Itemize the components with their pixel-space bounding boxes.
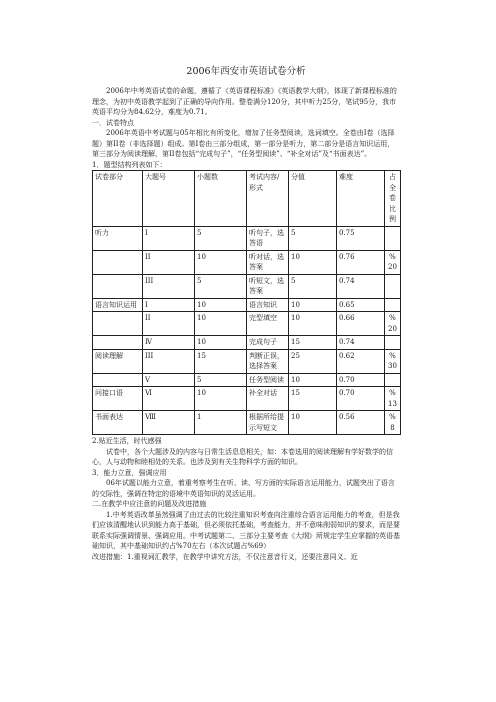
table-cell: 10 [289,312,337,336]
table-cell [93,312,143,336]
item-1-heading: 1．题型结构列表如下： [92,160,167,169]
document-body [92,66,400,562]
table-cell: %13 [385,387,401,411]
table-cell: 10 [195,312,247,336]
table-cell: 0.65 [337,298,385,312]
table-cell: 15 [195,349,247,373]
item-2-heading: 2.贴近生活，时代感强 [92,437,162,445]
table-cell: Ⅷ [143,411,195,435]
table-cell: 15 [289,336,337,350]
table-cell: 1 [195,411,247,435]
table-cell: Ⅳ [143,336,195,350]
table-cell: 0.70 [337,387,385,411]
table-cell: II [143,250,195,274]
table-cell: 完成句子 [247,336,289,350]
table-cell: 10 [289,298,337,312]
table-cell: III [143,349,195,373]
table-row [93,274,401,298]
table-cell: 10 [195,387,247,411]
section-1-paragraph: 2006年英语中考试题与05年相比有所变化，增加了任务型阅读，选词填空。全卷由I卷（选择题）第II卷（非选择题）组成。第I卷由三部分组成，第一部分是听力，第二部分是语言知识运用，第三部分为阅读理解，第II卷包括“完成句子”，“任务型阅读”、“补全对话”及“书面表达”。 [92,129,395,158]
table-cell: 0.62 [337,349,385,373]
header-cell: 大题号 [143,171,195,227]
table-cell: I [143,226,195,250]
table-cell: 10 [195,298,247,312]
table-cell: 完型填空 [247,312,289,336]
section-2-paragraph-2: 改进措施：1.重视词汇教学，在教学中讲究方法，不仅注意音行义，还要注意同义、近 [92,552,358,561]
table-row [93,336,401,350]
table-cell: 语言知识 [247,298,289,312]
table-cell [385,298,401,312]
table-cell: 听短文，选答案 [247,274,289,298]
page-title: 2006年西安市英语试卷分析 [186,66,306,77]
table-cell: 5 [289,274,337,298]
section-1-heading: 一．试卷特点 [92,118,134,127]
table-cell: 0.70 [337,373,385,387]
table-cell: %30 [385,349,401,373]
table-cell: III [143,274,195,298]
table-row [93,226,401,250]
intro-paragraph: 2006年中考英语试卷的命题，遵循了《英语课程标准》《英语教学大纲》，体现了新课程标准的理念，为初中英语教学起到了正确的导向作用。整卷满分120分，其中听力25分，笔试95分，我市英语平均分为84.62分，难度为0.71。 [92,87,397,116]
table-cell [93,336,143,350]
table-cell [385,373,401,387]
table-cell: 判断正误，选择答案 [247,349,289,373]
header-cell: 分值 [289,171,337,227]
section-2-paragraph-1: 1.中考英语改革虽然强调了由过去的比较注重知识考查向注重综合语言运用能力的考查，但是我们应该清醒地认识到能力高于基础，但必须依托基础，考查能力，并不意味削弱知识的要求，而是要联系实际强调情景、强调应用。中考试题第二、三部分主要考查《大纲》所规定学生应掌握的英语基础知识，其中基础知识约占%70左右（本次试题占%69） [92,510,400,550]
table-cell: 5 [195,226,247,250]
table-cell: 10 [195,336,247,350]
table-cell: 听力 [93,226,143,250]
table-cell: Ⅴ [143,373,195,387]
table-row [93,312,401,336]
exam-structure-table [92,170,401,435]
table-cell: 阅读理解 [93,349,143,373]
table-cell: 25 [289,349,337,373]
table-cell: 10 [289,373,337,387]
table-cell [385,336,401,350]
table-cell: 任务型阅读 [247,373,289,387]
table-cell: 0.75 [337,226,385,250]
table-cell [93,274,143,298]
table-cell: II [143,312,195,336]
item-3-heading: 3．能力立意，强调应用 [92,468,167,477]
table-cell: 根据所给提示写短文 [247,411,289,435]
table-row [93,349,401,373]
table-cell: %8 [385,411,401,435]
table-cell: 5 [289,226,337,250]
table-row [93,411,401,435]
table-cell [385,226,401,250]
table-cell [93,373,143,387]
table-cell: 语言知识运用 [93,298,143,312]
item-3-paragraph: 06年试题以能力立意，着重考察考生在听、读、写方面的实际语言运用能力，试题突出了语言的交际性，强调在特定的语境中英语知识的灵活运用。 [92,479,395,498]
table-cell: 0.74 [337,336,385,350]
table-row [93,387,401,411]
table-cell: 10 [289,250,337,274]
table-cell: 补全对话 [247,387,289,411]
table-cell: 听句子，选答语 [247,226,289,250]
table-row [93,373,401,387]
table-cell: 10 [195,250,247,274]
header-cell: 小题数 [195,171,247,227]
table-cell: Ⅵ [143,387,195,411]
table-cell [385,274,401,298]
table-cell: 书面表达 [93,411,143,435]
table-cell: 10 [289,411,337,435]
table-row [93,298,401,312]
table-cell [93,250,143,274]
table-cell: %20 [385,250,401,274]
table-cell: 0.56 [337,411,385,435]
item-2-paragraph: 试卷中，各个大题涉及的内容与日常生活息息相关，如：本卷选用的阅读理解有学好数学的信心，人与动物和睦相处的关系。也涉及到有关生物科学方面的知识。 [92,447,393,466]
header-cell: 难度 [337,171,385,227]
table-cell: 听对话，选答案 [247,250,289,274]
table-cell: %20 [385,312,401,336]
table-cell: 问接口语 [93,387,143,411]
section-2-heading: 二.在教学中应注意的问题及改进措施 [92,500,207,508]
table-cell: I [143,298,195,312]
table-cell: 0.66 [337,312,385,336]
header-cell: 占全卷比例 [385,171,401,227]
header-cell: 试卷部分 [93,171,143,227]
table-cell: 5 [195,274,247,298]
table-cell: 5 [195,373,247,387]
table-cell: 15 [289,387,337,411]
table-header-row [93,171,401,227]
table-row [93,250,401,274]
table-cell: 0.76 [337,250,385,274]
header-cell: 考试内容/形式 [247,171,289,227]
table-cell: 0.74 [337,274,385,298]
